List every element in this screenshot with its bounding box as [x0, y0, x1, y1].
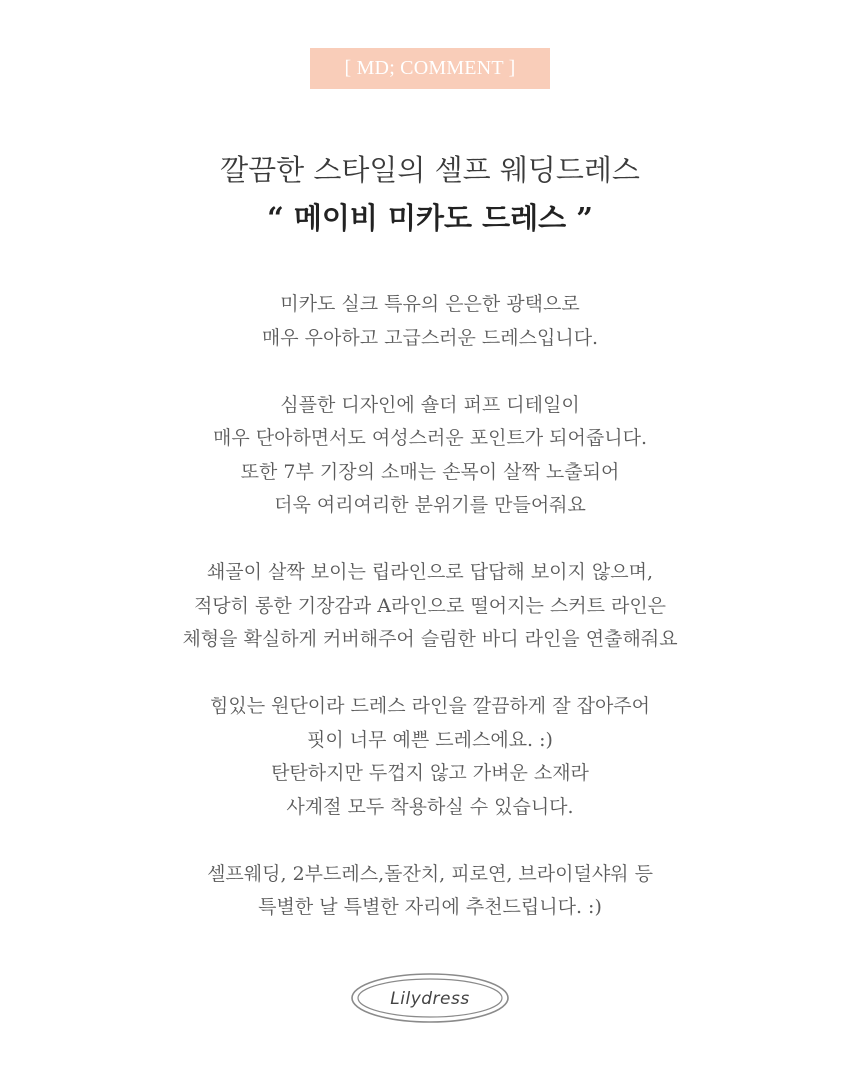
paragraph-line: 심플한 디자인에 숄더 퍼프 디테일이: [280, 393, 580, 416]
paragraph-line: 더욱 여리여리한 분위기를 만들어줘요: [274, 494, 586, 516]
paragraph-line: 미카도 실크 특유의 은은한 광택으로: [280, 293, 580, 315]
paragraph-line: 힘있는 원단이라 드레스 라인을 깔끔하게 잘 잡아주어: [209, 695, 651, 717]
paragraph-4: [0, 690, 860, 824]
paragraph-line: 탄탄하지만 두껍지 않고 가벼운 소재라: [271, 762, 589, 784]
paragraph-line: 쇄골이 살짝 보이는 립라인으로 답답해 보이지 않으며,: [206, 561, 654, 583]
logo-text: Lilydress: [390, 989, 470, 1009]
paragraph-line: 핏이 너무 예쁜 드레스에요. :): [307, 728, 553, 751]
paragraph-line: 셀프웨딩, 2부드레스,돌잔치, 피로연, 브라이덜샤워 등: [207, 862, 653, 885]
md-comment-badge: [ MD; COMMENT ]: [310, 48, 550, 89]
paragraph-line: 매우 우아하고 고급스러운 드레스입니다.: [261, 326, 599, 349]
lilydress-logo: [350, 972, 510, 1024]
title-line-1: 깔끔한 스타일의 셀프 웨딩드레스: [220, 153, 640, 187]
paragraph-line: 사계절 모두 착용하실 수 있습니다.: [286, 795, 574, 818]
paragraph-2: [0, 389, 860, 523]
paragraph-3: [0, 556, 860, 657]
paragraph-line: 적당히 롱한 기장감과 A라인으로 떨어지는 스커트 라인은: [193, 594, 667, 617]
title-line-2: “ 메이비 미카도 드레스 ”: [267, 201, 593, 235]
paragraph-line: 또한 7부 기장의 소매는 손목이 살짝 노출되어: [240, 460, 620, 483]
product-title: [0, 146, 860, 242]
paragraph-line: 체형을 확실하게 커버해주어 슬림한 바디 라인을 연출해줘요: [182, 628, 678, 650]
paragraph-line: 매우 단아하면서도 여성스러운 포인트가 되어줍니다.: [213, 427, 647, 449]
paragraph-1: [0, 288, 860, 355]
description-body: [0, 288, 860, 958]
paragraph-5: [0, 858, 860, 925]
paragraph-line: 특별한 날 특별한 자리에 추천드립니다. :): [258, 896, 602, 918]
